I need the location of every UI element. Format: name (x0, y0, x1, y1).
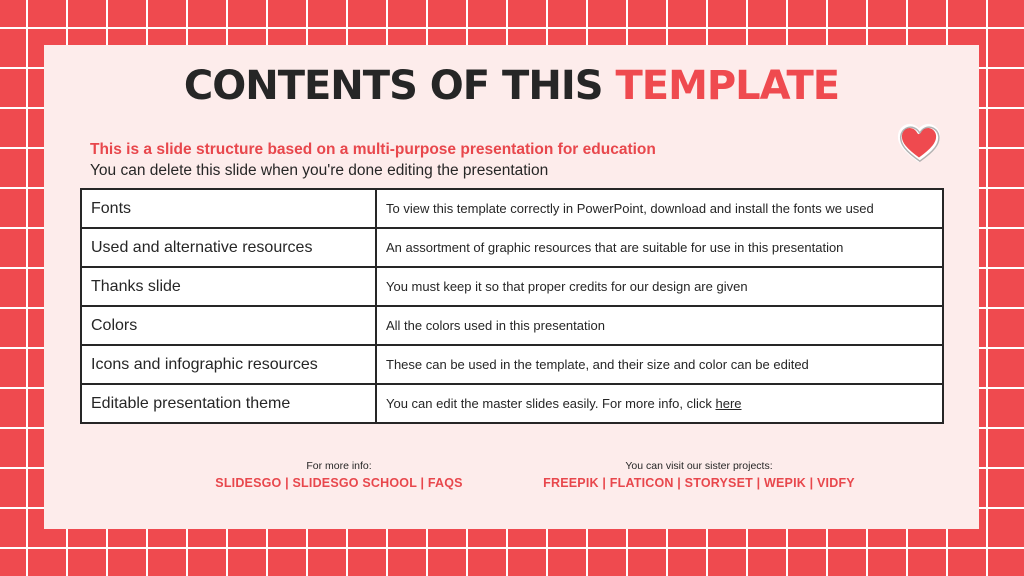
footer-more-info (144, 460, 534, 490)
title-accent: TEMPLATE (615, 63, 840, 109)
row-name: Thanks slide (81, 267, 376, 306)
row-description: These can be used in the template, and their size and color can be edited (376, 345, 943, 384)
table-row (81, 228, 943, 267)
title-main: CONTENTS OF THIS (183, 63, 603, 109)
row-description: To view this template correctly in PowerPoint, download and install the fonts we used (376, 189, 943, 228)
footer-label: For more info: (306, 460, 372, 472)
footer-links[interactable]: SLIDESGO | SLIDESGO SCHOOL | FAQS (215, 476, 463, 490)
footer-links[interactable]: FREEPIK | FLATICON | STORYSET | WEPIK | VIDFY (543, 476, 855, 490)
table-row (81, 384, 943, 423)
table-row (81, 189, 943, 228)
row-description-text: You can edit the master slides easily. For more info, click (386, 396, 716, 411)
row-name: Icons and infographic resources (81, 345, 376, 384)
row-description: All the colors used in this presentation (376, 306, 943, 345)
row-description: You must keep it so that proper credits for our design are given (376, 267, 943, 306)
heart-icon (897, 123, 941, 163)
row-name: Colors (81, 306, 376, 345)
footer-sister-projects (499, 460, 899, 490)
here-link[interactable]: here (715, 396, 742, 411)
slide-description: You can delete this slide when you're done editing the presentation (90, 162, 549, 179)
slide-title (44, 63, 979, 109)
row-description: An assortment of graphic resources that are suitable for use in this presentation (376, 228, 943, 267)
row-name: Editable presentation theme (81, 384, 376, 423)
table-row (81, 345, 943, 384)
slide-card (44, 45, 979, 529)
table-row (81, 306, 943, 345)
row-name: Fonts (81, 189, 376, 228)
row-name: Used and alternative resources (81, 228, 376, 267)
contents-table (80, 188, 944, 424)
footer-label: You can visit our sister projects: (625, 460, 773, 472)
table-row (81, 267, 943, 306)
row-description (376, 384, 943, 423)
slide-subtitle: This is a slide structure based on a multi-purpose presentation for education (90, 141, 656, 158)
